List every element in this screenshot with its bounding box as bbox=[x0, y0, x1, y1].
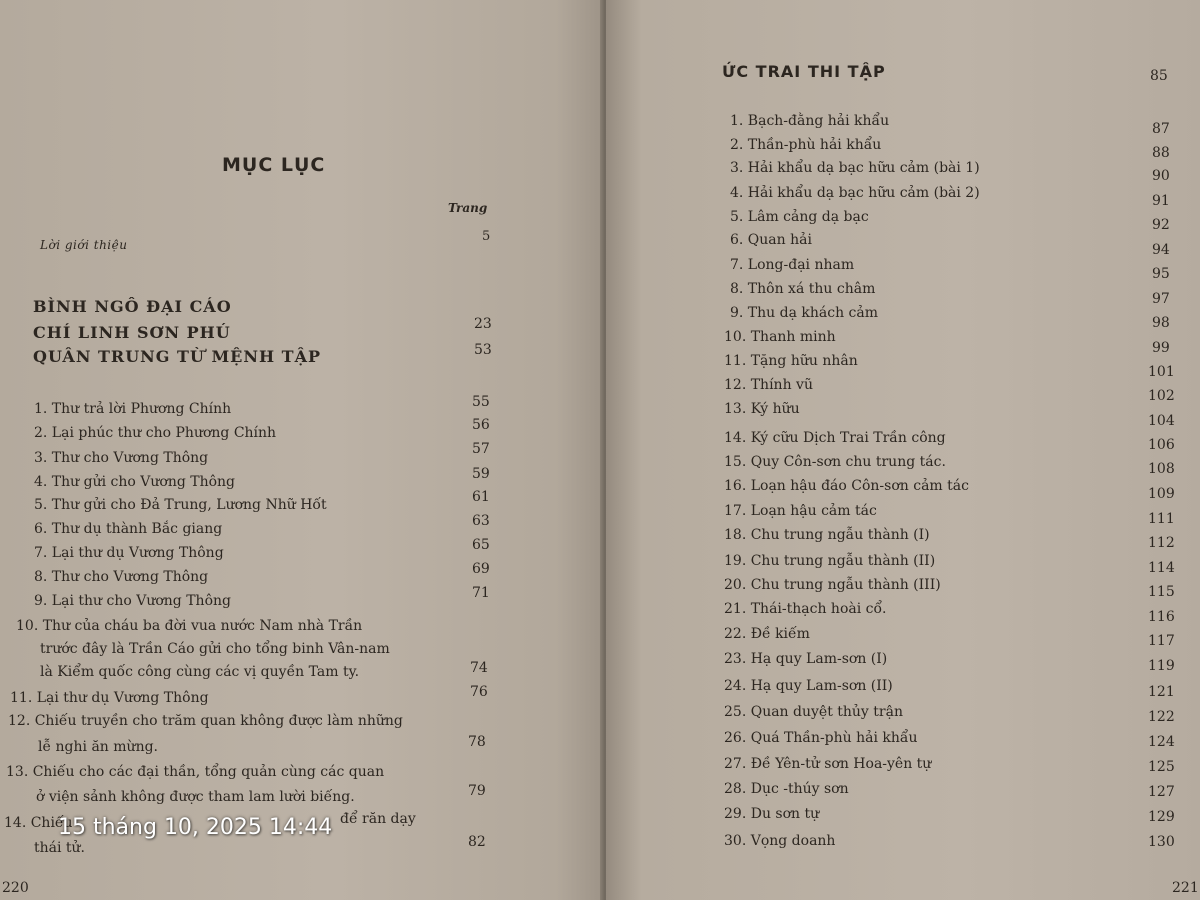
toc-entry: 21. Thái-thạch hoài cổ. bbox=[724, 601, 887, 617]
running-page-number: 85 bbox=[1150, 68, 1168, 84]
toc-entry-continuation: là Kiểm quốc công cùng các vị quyền Tam ty. bbox=[40, 664, 360, 680]
toc-page-number: 57 bbox=[472, 441, 490, 457]
toc-page-number: 69 bbox=[472, 561, 490, 577]
toc-entry-continuation: lễ nghi ăn mừng. bbox=[38, 739, 158, 755]
toc-entry: 4. Hải khẩu dạ bạc hữu cảm (bài 2) bbox=[730, 185, 980, 201]
toc-page-number: 99 bbox=[1152, 340, 1170, 356]
toc-page-number: 98 bbox=[1152, 315, 1170, 331]
toc-entry: 20. Chu trung ngẫu thành (III) bbox=[724, 577, 941, 593]
toc-page-number: 63 bbox=[472, 513, 490, 529]
toc-page-number: 108 bbox=[1148, 461, 1175, 477]
toc-entry: 29. Du sơn tự bbox=[724, 806, 820, 822]
toc-entry: 12. Thính vũ bbox=[724, 377, 813, 393]
toc-entry: 10. Thư của cháu ba đời vua nước Nam nhà Trần bbox=[16, 618, 363, 634]
toc-entry: 6. Quan hải bbox=[730, 232, 812, 248]
toc-page-number: 91 bbox=[1152, 193, 1170, 209]
toc-entry: 5. Thư gửi cho Đả Trung, Lương Nhữ Hốt bbox=[34, 497, 327, 513]
toc-page-number: 117 bbox=[1148, 633, 1175, 649]
major-section-page: 23 bbox=[474, 316, 492, 332]
toc-page-number: 122 bbox=[1148, 709, 1175, 725]
section-title: ỨC TRAI THI TẬP bbox=[722, 62, 886, 81]
toc-page-number: 121 bbox=[1148, 684, 1175, 700]
toc-entry: 30. Vọng doanh bbox=[724, 833, 836, 849]
intro-page-number: 5 bbox=[482, 229, 491, 244]
major-section-page: 53 bbox=[474, 342, 492, 358]
toc-page-number: 130 bbox=[1148, 834, 1175, 850]
toc-page-number: 56 bbox=[472, 417, 490, 433]
toc-entry: 8. Thư cho Vương Thông bbox=[34, 569, 209, 585]
toc-page-number: 127 bbox=[1148, 784, 1175, 800]
major-section-title: CHÍ LINH SƠN PHÚ bbox=[33, 323, 231, 342]
page-column-label: Trang bbox=[448, 201, 488, 215]
toc-entry: 10. Thanh minh bbox=[724, 329, 836, 345]
toc-page-number: 111 bbox=[1148, 511, 1175, 527]
toc-entry: 19. Chu trung ngẫu thành (II) bbox=[724, 553, 936, 569]
toc-page-number: 101 bbox=[1148, 364, 1175, 380]
toc-entry: 11. Lại thư dụ Vương Thông bbox=[10, 690, 209, 706]
toc-entry: 26. Quá Thần-phù hải khẩu bbox=[724, 730, 918, 746]
toc-page-number: 61 bbox=[472, 489, 490, 505]
toc-page-number: 109 bbox=[1148, 486, 1175, 502]
toc-entry: 27. Đề Yên-tử sơn Hoa-yên tự bbox=[724, 756, 932, 772]
toc-entry: 28. Dục -thúy sơn bbox=[724, 781, 849, 797]
toc-page-number: 59 bbox=[472, 466, 490, 482]
toc-entry: 17. Loạn hậu cảm tác bbox=[724, 503, 877, 519]
toc-page-number: 94 bbox=[1152, 242, 1170, 258]
toc-entry: 9. Thu dạ khách cảm bbox=[730, 305, 879, 321]
toc-page-number: 116 bbox=[1148, 609, 1175, 625]
toc-page-number: 115 bbox=[1148, 584, 1175, 600]
toc-page-number: 92 bbox=[1152, 217, 1170, 233]
toc-page-number: 97 bbox=[1152, 291, 1170, 307]
toc-page-number: 71 bbox=[472, 585, 490, 601]
toc-entry: 18. Chu trung ngẫu thành (I) bbox=[724, 527, 930, 543]
toc-entry: 4. Thư gửi cho Vương Thông bbox=[34, 474, 236, 490]
toc-entry: 7. Lại thư dụ Vương Thông bbox=[34, 545, 224, 561]
toc-entry: 6. Thư dụ thành Bắc giang bbox=[34, 521, 223, 537]
toc-page-number: 87 bbox=[1152, 121, 1170, 137]
toc-page-number: 95 bbox=[1152, 266, 1170, 282]
toc-entry-continuation: trước đây là Trần Cáo gửi cho tổng binh Vân-nam bbox=[40, 641, 390, 657]
toc-entry: 15. Quy Côn-sơn chu trung tác. bbox=[724, 454, 946, 470]
toc-page-number: 55 bbox=[472, 394, 490, 410]
toc-entry: 16. Loạn hậu đáo Côn-sơn cảm tác bbox=[724, 478, 969, 494]
toc-entry: 12. Chiếu truyền cho trăm quan không được làm những bbox=[8, 713, 403, 729]
toc-page-number: 124 bbox=[1148, 734, 1175, 750]
toc-page-number: 104 bbox=[1148, 413, 1175, 429]
page-folio: 220 bbox=[2, 880, 29, 896]
toc-entry: 24. Hạ quy Lam-sơn (II) bbox=[724, 678, 893, 694]
toc-entry: 11. Tặng hữu nhân bbox=[724, 353, 858, 369]
toc-entry: 13. Ký hữu bbox=[724, 401, 800, 417]
toc-entry: 14. Ký cữu Dịch Trai Trần công bbox=[724, 430, 946, 446]
toc-entry-continuation: ở viện sảnh không được tham lam lười biếng. bbox=[36, 789, 355, 805]
major-section-title: QUÂN TRUNG TỪ MỆNH TẬP bbox=[33, 347, 322, 366]
toc-page-number: 79 bbox=[468, 783, 486, 799]
toc-page-number: 114 bbox=[1148, 560, 1175, 576]
toc-entry: 7. Long-đại nham bbox=[730, 257, 855, 273]
toc-entry: 1. Bạch-đằng hải khẩu bbox=[730, 113, 890, 129]
toc-entry: 3. Thư cho Vương Thông bbox=[34, 450, 209, 466]
major-section-title: BÌNH NGÔ ĐẠI CÁO bbox=[33, 297, 232, 316]
toc-page-number: 102 bbox=[1148, 388, 1175, 404]
toc-entry: 3. Hải khẩu dạ bạc hữu cảm (bài 1) bbox=[730, 160, 980, 176]
toc-page-number: 112 bbox=[1148, 535, 1175, 551]
toc-title: MỤC LỤC bbox=[222, 154, 326, 176]
toc-page-number: 90 bbox=[1152, 168, 1170, 184]
intro-label: Lời giới thiệu bbox=[40, 238, 128, 252]
toc-entry: 2. Lại phúc thư cho Phương Chính bbox=[34, 425, 277, 441]
toc-page-number: 129 bbox=[1148, 809, 1175, 825]
toc-entry: 5. Lâm cảng dạ bạc bbox=[730, 209, 869, 225]
toc-page-number: 76 bbox=[470, 684, 488, 700]
toc-page-number: 125 bbox=[1148, 759, 1175, 775]
photo-timestamp: 15 tháng 10, 2025 14:44 bbox=[58, 815, 333, 840]
toc-page-number: 119 bbox=[1148, 658, 1175, 674]
page-folio: 221 bbox=[1172, 880, 1199, 896]
toc-page-number: 74 bbox=[470, 660, 488, 676]
toc-entry: 9. Lại thư cho Vương Thông bbox=[34, 593, 231, 609]
toc-entry: 23. Hạ quy Lam-sơn (I) bbox=[724, 651, 888, 667]
toc-page-number: 65 bbox=[472, 537, 490, 553]
toc-entry: 25. Quan duyệt thủy trận bbox=[724, 704, 903, 720]
toc-entry: 8. Thôn xá thu châm bbox=[730, 281, 876, 297]
toc-page-number: 82 bbox=[468, 834, 486, 850]
toc-page-number: 78 bbox=[468, 734, 486, 750]
toc-page-number: 106 bbox=[1148, 437, 1175, 453]
toc-entry-continuation: thái tử. bbox=[34, 840, 86, 856]
toc-entry: 1. Thư trả lời Phương Chính bbox=[34, 401, 232, 417]
toc-entry: 22. Đề kiếm bbox=[724, 626, 810, 642]
toc-page-number: 88 bbox=[1152, 145, 1170, 161]
toc-entry: 14. Chiếu bbox=[4, 815, 73, 831]
toc-entry: để răn dạy bbox=[340, 811, 416, 827]
toc-entry: 2. Thần-phù hải khẩu bbox=[730, 137, 882, 153]
toc-entry: 13. Chiếu cho các đại thần, tổng quản cùng các quan bbox=[6, 764, 385, 780]
